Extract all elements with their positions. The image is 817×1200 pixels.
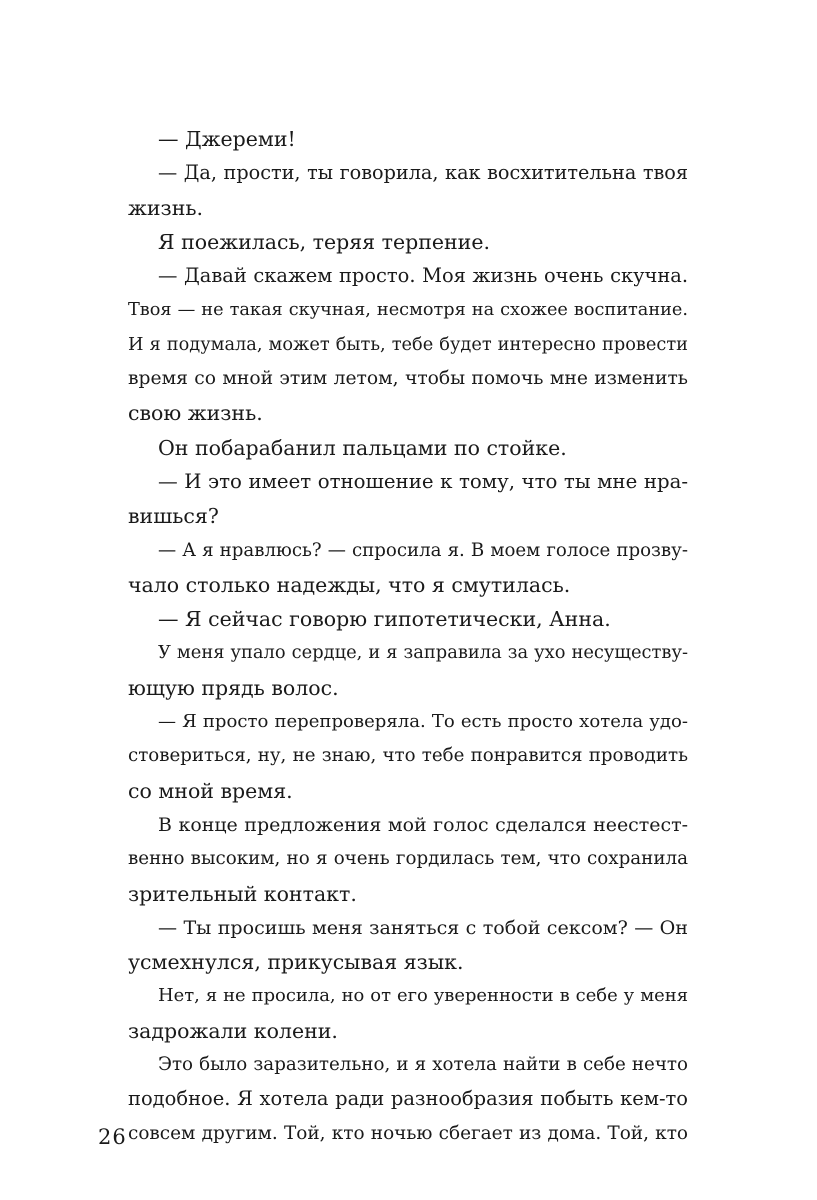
text-line: В конце предложения мой голос сделался неестест- [158,813,688,836]
text-line: У меня упало сердце, и я заправила за ухо несуществу- [158,642,688,664]
text-line: со мной время. [128,778,293,803]
text-line: свою жизнь. [128,401,263,426]
text-line: — Джереми! [158,127,296,151]
text-line: Твоя — не такая скучная, несмотря на схожее воспитание. [128,300,688,321]
text-line: ющую прядь волос. [128,675,339,700]
text-line: — А я нравлюсь? — спросила я. В моем голосе прозву- [158,539,688,561]
text-line: И я подумала, может быть, тебе будет интересно провести [128,334,688,355]
page-number: 26 [98,1125,127,1149]
text-line: чало столько надежды, что я смутилась. [128,572,571,597]
text-line: усмехнулся, прикусывая язык. [128,950,464,975]
text-line: жизнь. [128,195,204,220]
text-line: — Да, прости, ты говорила, как восхитительна твоя [158,161,688,185]
text-line: Это было заразительно, и я хотела найти в себе нечто [158,1054,688,1076]
text-line: вишься? [128,504,219,529]
body-text [128,122,688,1151]
text-line: — И это имеет отношение к тому, что ты мне нра- [158,469,688,493]
text-line: венно высоким, но я очень гордилась тем, что сохранила [128,848,688,870]
text-line: Он побарабанил пальцами по стойке. [158,435,567,460]
text-line: время со мной этим летом, чтобы помочь мне изменить [128,368,688,390]
text-line: — Давай скажем просто. Моя жизнь очень скучна. [158,264,688,288]
text-line: стовериться, ну, не знаю, что тебе понравится проводить [128,745,688,767]
text-line: — Ты просишь меня заняться с тобой сексом? — Он [158,916,688,939]
text-line: — Я просто перепроверяла. То есть просто хотела удо- [158,711,688,733]
text-line: Я поежилась, теряя терпение. [158,229,490,254]
text-line: Нет, я не просила, но от его уверенности в себе у меня [158,985,688,1007]
text-line: подобное. Я хотела ради разнообразия побыть кем-то [128,1087,688,1111]
text-line: совсем другим. Той, кто ночью сбегает из дома. Той, кто [128,1122,688,1144]
text-line: задрожали колени. [128,1018,338,1043]
text-line: зрительный контакт. [128,881,357,906]
text-line: — Я сейчас говорю гипотетически, Анна. [158,607,611,632]
